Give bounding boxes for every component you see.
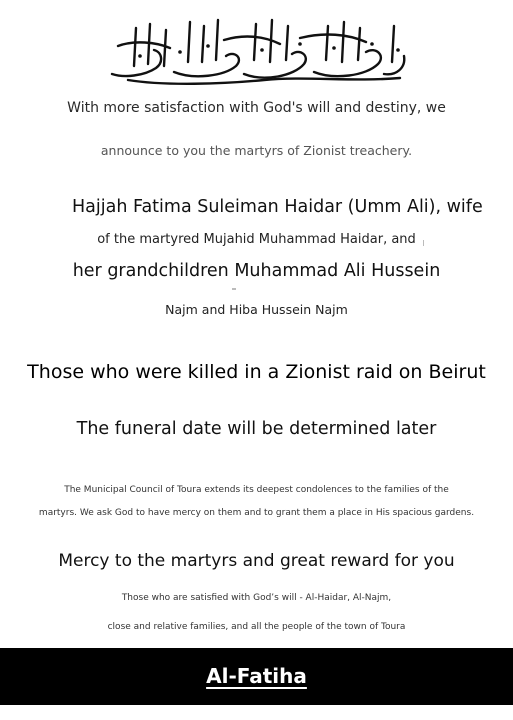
- raid-heading: Those who were killed in a Zionist raid on Beirut: [27, 361, 486, 383]
- al-fatiha-label: Al-Fatiha: [206, 664, 307, 688]
- quran-verse-calligraphy: [104, 16, 414, 86]
- scan-artifact: [423, 240, 424, 246]
- names-line-1: Hajjah Fatima Suleiman Haidar (Umm Ali), wife: [72, 197, 483, 217]
- signatories-line-2: close and relative families, and all the people of the town of Toura: [107, 622, 406, 632]
- scan-artifact: [232, 288, 236, 290]
- names-line-3: her grandchildren Muhammad Ali Hussein: [72, 261, 441, 281]
- mercy-heading: Mercy to the martyrs and great reward for you: [58, 551, 455, 571]
- funeral-notice: The funeral date will be determined later: [76, 419, 437, 439]
- names-line-2: of the martyred Mujahid Muhammad Haidar, and: [97, 232, 416, 247]
- condolence-line-2: martyrs. We ask God to have mercy on them and to grant them a place in His spacious gardens.: [38, 508, 475, 518]
- signatories-line-1: Those who are satisfied with God’s will - Al-Haidar, Al-Najm,: [121, 593, 392, 603]
- bottom-margin: [0, 705, 513, 720]
- footer-band: [0, 648, 513, 705]
- announcement-line-1: With more satisfaction with God's will and destiny, we: [67, 100, 446, 116]
- condolence-line-1: The Municipal Council of Toura extends its deepest condolences to the families of the: [64, 485, 449, 495]
- names-line-4: Najm and Hiba Hussein Najm: [165, 302, 348, 317]
- announcement-line-2: announce to you the martyrs of Zionist treachery.: [100, 143, 413, 158]
